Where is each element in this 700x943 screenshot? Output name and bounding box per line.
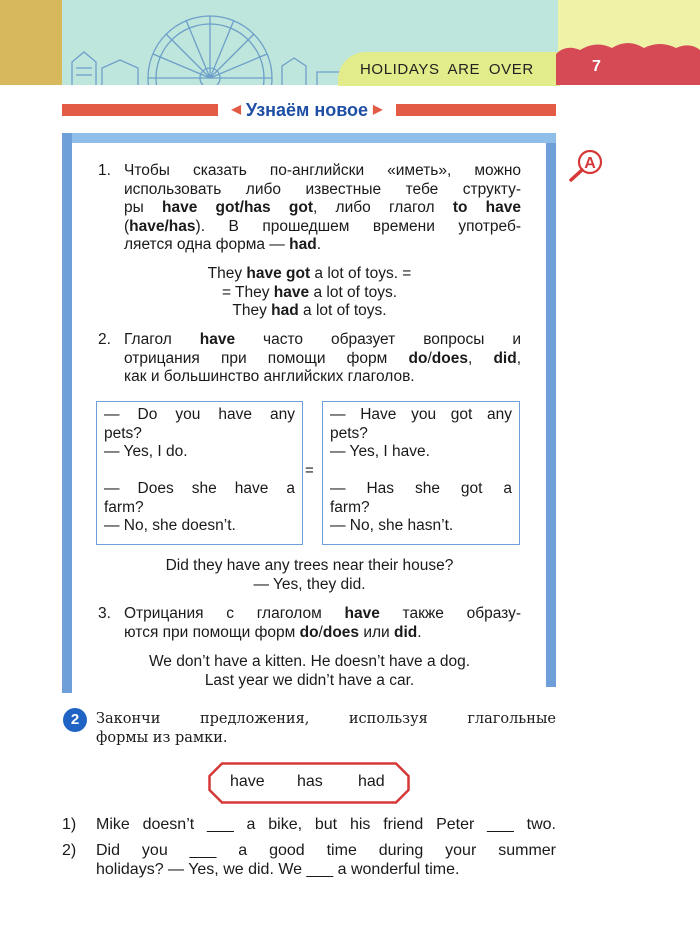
exercise-item-line: Did you ___ a good time during your summer [96, 842, 556, 859]
rule-line: ры have got/has got, либо глагол to have [124, 199, 521, 216]
arrow-left-icon: ▶ [373, 102, 383, 116]
dialog-line: pets? [330, 424, 368, 442]
exercise-instruction [96, 710, 556, 748]
arrow-right-icon: ◀ [231, 102, 241, 116]
dialog-line: — Have you got any [330, 406, 512, 423]
rule-line: использовать либо известные тебе структу- [124, 180, 521, 198]
dialog-box-have-got [322, 401, 520, 545]
info-box-left-border [62, 133, 72, 693]
example-block-3 [96, 653, 523, 690]
rule-line: Отрицания с глаголом have также образу- [124, 605, 521, 622]
example-block-1 [98, 265, 521, 321]
info-box-top-border [62, 133, 556, 143]
word-bank-box [208, 762, 410, 804]
word-bank-item: had [358, 773, 385, 790]
dialog-line: farm? [104, 498, 144, 516]
dialog-line: — No, she doesn’t. [104, 517, 236, 534]
example-line: They have got a lot of toys. = [207, 265, 412, 282]
section-heading [218, 100, 396, 121]
svg-text:A: A [584, 155, 596, 172]
header-left-band [0, 0, 62, 85]
rule-point-2 [98, 331, 521, 387]
exercise-item-number: 1) [62, 816, 77, 833]
dialog-line: — Yes, I have. [330, 443, 430, 460]
instruction-line: формы из рамки. [96, 730, 228, 746]
example-line: Last year we didn’t have a car. [204, 671, 415, 689]
example-line: Did they have any trees near their house? [165, 557, 454, 574]
dialog-line: pets? [104, 424, 142, 442]
example-line: We don’t have a kitten. He doesn’t have a dog. [148, 653, 471, 670]
example-line: They had a lot of toys. [232, 302, 387, 319]
dialog-box-do [96, 401, 303, 545]
page-number: 7 [592, 58, 601, 75]
rule-line: как и большинство английских глаголов. [124, 368, 415, 385]
exercise-item-line: holidays? — Yes, we did. We ___ a wonderful time. [96, 860, 460, 878]
exercise-number-badge: 2 [63, 708, 87, 732]
dialog-line: — Do you have any [104, 406, 295, 423]
rule-point-3 [98, 605, 521, 642]
example-line: = They have a lot of toys. [221, 283, 398, 301]
word-bank-item: have [230, 773, 265, 790]
section-heading-text: Узнаём новое [245, 100, 369, 120]
exercise-item [96, 816, 556, 835]
exercise-item [96, 842, 556, 879]
info-box-right-border [546, 143, 556, 687]
rule-line: Глагол have часто образует вопросы и [124, 331, 521, 348]
dialog-line: — Does she have a [104, 480, 295, 497]
equals-sign: = [305, 462, 314, 479]
rule-line: отрицания при помощи форм do/does, did, [124, 349, 522, 367]
rule-line: (have/has). В прошедшем времени употреб- [124, 217, 521, 235]
rule-line: Чтобы сказать по-английски «иметь», можно [124, 162, 521, 179]
instruction-line: Закончи предложения, используя глагольные [96, 711, 556, 727]
rule-line: ляется одна форма — had. [124, 236, 321, 253]
example-block-2 [98, 557, 521, 594]
word-bank-item: has [297, 773, 323, 790]
rule-number: 1. [98, 162, 111, 179]
rule-point-1 [98, 162, 521, 255]
page-number-tab [556, 40, 700, 85]
dialog-line: — Has she got a [330, 480, 512, 497]
exercise-item-number: 2) [62, 842, 77, 859]
rule-line: ются при помощи форм do/does или did. [124, 623, 422, 641]
rule-number: 2. [98, 331, 111, 348]
magnifier-a-icon [566, 148, 606, 182]
dialog-line: — No, she hasn’t. [330, 517, 454, 534]
rule-number: 3. [98, 605, 111, 622]
example-line: — Yes, they did. [253, 575, 366, 593]
dialog-line: — Yes, I do. [104, 443, 188, 460]
exercise-item-line: Mike doesn’t ___ a bike, but his friend Peter ___ two. [96, 816, 556, 833]
dialog-line: farm? [330, 498, 370, 516]
chapter-title: HOLIDAYS ARE OVER [360, 61, 534, 78]
